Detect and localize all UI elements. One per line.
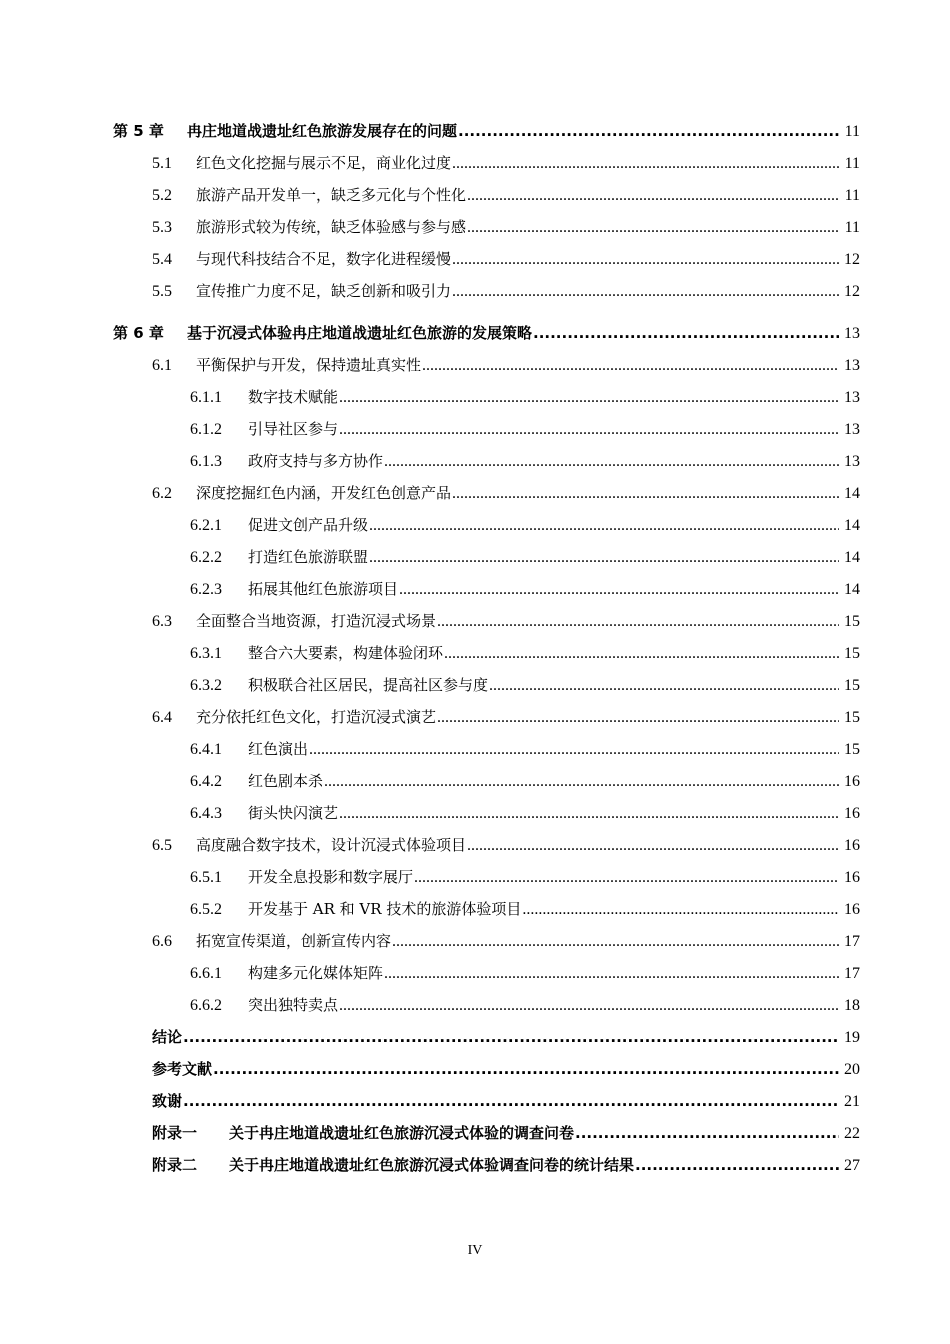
toc-entry-title: 致谢: [152, 1092, 183, 1110]
toc-entry-title: 拓展其他红色旅游项目: [248, 580, 399, 598]
toc-entry[interactable]: [152, 181, 860, 209]
dot-leader: [183, 1087, 839, 1115]
toc-entry[interactable]: [190, 863, 860, 891]
toc-entry-number: 6.2: [152, 485, 172, 502]
toc-entry-page-number: 11: [844, 219, 860, 236]
toc-entry[interactable]: [190, 543, 860, 571]
toc-entry-title: 开发全息投影和数字展厅: [248, 868, 414, 886]
toc-entry-number: 6.2.2: [190, 549, 222, 566]
toc-entry[interactable]: [113, 117, 860, 145]
toc-entry-page-number: 16: [844, 805, 860, 822]
toc-entry-page-number: 20: [844, 1061, 860, 1078]
toc-entry-page-number: 21: [844, 1093, 860, 1110]
toc-entry-title: 构建多元化媒体矩阵: [248, 964, 384, 982]
toc-entry[interactable]: [152, 1055, 860, 1083]
toc-entry-page-number: 13: [844, 357, 860, 374]
toc-entry-title: 关于冉庄地道战遗址红色旅游沉浸式体验调查问卷的统计结果: [229, 1156, 635, 1174]
toc-entry-number: 6.6: [152, 933, 172, 950]
dot-leader: [467, 214, 839, 242]
toc-entry[interactable]: [190, 511, 860, 539]
toc-entry-page-number: 13: [844, 325, 860, 342]
toc-entry-page-number: 13: [844, 453, 860, 470]
dot-leader: [437, 608, 839, 636]
toc-entry-title: 突出独特卖点: [248, 996, 339, 1014]
toc-entry[interactable]: [152, 1087, 860, 1115]
toc-entry-number: 6.4.1: [190, 741, 222, 758]
toc-entry-title: 深度挖掘红色内涵，开发红色创意产品: [196, 484, 452, 502]
dot-leader: [339, 384, 839, 412]
toc-entry-title: 拓宽宣传渠道，创新宣传内容: [196, 932, 392, 950]
toc-entry-page-number: 17: [844, 965, 860, 982]
dot-leader: [392, 928, 839, 956]
dot-leader: [309, 736, 839, 764]
toc-entry-title: 街头快闪演艺: [248, 804, 339, 822]
toc-entry-page-number: 17: [844, 933, 860, 950]
toc-entry[interactable]: [152, 149, 860, 177]
toc-entry-page-number: 15: [844, 677, 860, 694]
dot-leader: [452, 278, 839, 306]
toc-entry-page-number: 16: [844, 837, 860, 854]
toc-entry-number: 6.5.2: [190, 901, 222, 918]
toc-entry-number: 6.3.1: [190, 645, 222, 662]
toc-entry-page-number: 15: [844, 613, 860, 630]
dot-leader: [437, 704, 839, 732]
toc-entry-title: 引导社区参与: [248, 420, 339, 438]
toc-entry-title: 与现代科技结合不足，数字化进程缓慢: [196, 250, 452, 268]
toc-entry-page-number: 22: [844, 1125, 860, 1142]
toc-entry-number: 6.1.1: [190, 389, 222, 406]
toc-entry-title: 充分依托红色文化，打造沉浸式演艺: [196, 708, 437, 726]
toc-entry-page-number: 15: [844, 709, 860, 726]
toc-entry-number: 6.3: [152, 613, 172, 630]
dot-leader: [399, 576, 839, 604]
toc-entry-title: 开发基于 AR 和 VR 技术的旅游体验项目: [248, 900, 522, 918]
toc-entry[interactable]: [152, 277, 860, 305]
toc-entry-page-number: 14: [844, 517, 860, 534]
toc-entry-page-number: 11: [844, 187, 860, 204]
dot-leader: [183, 1023, 839, 1051]
toc-entry[interactable]: [152, 479, 860, 507]
dot-leader: [452, 150, 839, 178]
toc-entry[interactable]: [190, 959, 860, 987]
toc-entry[interactable]: [152, 607, 860, 635]
toc-entry[interactable]: [190, 671, 860, 699]
toc-entry-number: 附录一: [152, 1124, 198, 1142]
toc-entry-title: 冉庄地道战遗址红色旅游发展存在的问题: [187, 122, 458, 140]
toc-entry-number: 6.6.2: [190, 997, 222, 1014]
toc-entry-title: 整合六大要素，构建体验闭环: [248, 644, 444, 662]
toc-entry-page-number: 13: [844, 421, 860, 438]
toc-entry[interactable]: [152, 927, 860, 955]
toc-entry-number: 6.3.2: [190, 677, 222, 694]
toc-entry-page-number: 18: [844, 997, 860, 1014]
dot-leader: [489, 672, 839, 700]
toc-entry-number: 附录二: [152, 1156, 198, 1174]
dot-leader: [422, 352, 839, 380]
toc-entry-page-number: 15: [844, 741, 860, 758]
toc-entry-page-number: 12: [844, 283, 860, 300]
dot-leader: [575, 1119, 839, 1147]
toc-entry-number: 6.1.3: [190, 453, 222, 470]
toc-entry-page-number: 11: [844, 123, 860, 140]
toc-entry-title: 宣传推广力度不足，缺乏创新和吸引力: [196, 282, 452, 300]
dot-leader: [452, 480, 839, 508]
toc-entry-page-number: 27: [844, 1157, 860, 1174]
toc-entry-number: 6.1.2: [190, 421, 222, 438]
toc-entry-title: 平衡保护与开发，保持遗址真实性: [196, 356, 422, 374]
dot-leader: [339, 416, 839, 444]
toc-entry-number: 6.2.3: [190, 581, 222, 598]
toc-entry-number: 5.3: [152, 219, 172, 236]
toc-entry-title: 政府支持与多方协作: [248, 452, 384, 470]
toc-entry[interactable]: [190, 991, 860, 1019]
toc-entry-number: 6.4.2: [190, 773, 222, 790]
dot-leader: [384, 448, 839, 476]
toc-entry-title: 旅游形式较为传统，缺乏体验感与参与感: [196, 218, 467, 236]
toc-entry-page-number: 16: [844, 869, 860, 886]
toc-entry[interactable]: [152, 351, 860, 379]
toc-entry-number: 6.5: [152, 837, 172, 854]
toc-entry-title: 打造红色旅游联盟: [248, 548, 369, 566]
toc-entry-page-number: 12: [844, 251, 860, 268]
toc-entry-title: 数字技术赋能: [248, 388, 339, 406]
toc-entry-title: 红色演出: [248, 740, 309, 758]
toc-entry-title: 高度融合数字技术，设计沉浸式体验项目: [196, 836, 467, 854]
dot-leader: [339, 992, 839, 1020]
dot-leader: [324, 768, 839, 796]
dot-leader: [467, 832, 839, 860]
dot-leader: [339, 800, 839, 828]
toc-entry-page-number: 19: [844, 1029, 860, 1046]
toc-entry[interactable]: [190, 895, 860, 923]
toc-entry-number: 6.5.1: [190, 869, 222, 886]
toc-entry[interactable]: [152, 245, 860, 273]
toc-entry[interactable]: [190, 735, 860, 763]
toc-entry-number: 5.5: [152, 283, 172, 300]
toc-entry-page-number: 16: [844, 901, 860, 918]
toc-entry-number: 6.4.3: [190, 805, 222, 822]
toc-entry[interactable]: [190, 447, 860, 475]
toc-entry[interactable]: [152, 213, 860, 241]
toc-entry[interactable]: [190, 575, 860, 603]
dot-leader: [369, 544, 839, 572]
toc-entry-page-number: 13: [844, 389, 860, 406]
toc-entry[interactable]: [190, 767, 860, 795]
dot-leader: [414, 864, 839, 892]
toc-entry-number: 6.1: [152, 357, 172, 374]
toc-entry-page-number: 14: [844, 485, 860, 502]
dot-leader: [369, 512, 839, 540]
toc-entry[interactable]: [152, 831, 860, 859]
toc-entry-title: 红色文化挖掘与展示不足，商业化过度: [196, 154, 452, 172]
dot-leader: [384, 960, 839, 988]
toc-entry-number: 6.6.1: [190, 965, 222, 982]
toc-entry-page-number: 11: [844, 155, 860, 172]
toc-entry[interactable]: [190, 383, 860, 411]
dot-leader: [444, 640, 839, 668]
toc-entry[interactable]: [152, 1151, 860, 1179]
toc-entry[interactable]: [190, 639, 860, 667]
toc-entry-page-number: 14: [844, 549, 860, 566]
toc-entry-title: 促进文创产品升级: [248, 516, 369, 534]
toc-entry-page-number: 16: [844, 773, 860, 790]
dot-leader: [635, 1151, 839, 1179]
toc-entry-number: 第 6 章: [113, 324, 164, 342]
toc-entry[interactable]: [152, 1023, 860, 1051]
toc-entry-page-number: 14: [844, 581, 860, 598]
toc-entry[interactable]: [190, 415, 860, 443]
dot-leader: [213, 1055, 839, 1083]
toc-entry[interactable]: [152, 1119, 860, 1147]
toc-entry[interactable]: [190, 799, 860, 827]
dot-leader: [452, 246, 839, 274]
toc-entry-title: 红色剧本杀: [248, 772, 324, 790]
toc-entry-number: 6.2.1: [190, 517, 222, 534]
toc-entry-title: 全面整合当地资源，打造沉浸式场景: [196, 612, 437, 630]
toc-entry-title: 关于冉庄地道战遗址红色旅游沉浸式体验的调查问卷: [229, 1124, 575, 1142]
dot-leader: [533, 319, 839, 347]
toc-entry-page-number: 15: [844, 645, 860, 662]
toc-entry-title: 结论: [152, 1028, 183, 1046]
toc-entry-title: 参考文献: [152, 1060, 213, 1078]
toc-entry[interactable]: [152, 703, 860, 731]
toc-entry[interactable]: [113, 319, 860, 347]
toc-entry-number: 6.4: [152, 709, 172, 726]
toc-entry-title: 基于沉浸式体验冉庄地道战遗址红色旅游的发展策略: [187, 324, 533, 342]
toc-entry-title: 积极联合社区居民，提高社区参与度: [248, 676, 489, 694]
dot-leader: [522, 896, 839, 924]
toc-entry-number: 第 5 章: [113, 122, 164, 140]
toc-entry-number: 5.4: [152, 251, 172, 268]
toc-entry-number: 5.2: [152, 187, 172, 204]
toc-entry-title: 旅游产品开发单一，缺乏多元化与个性化: [196, 186, 467, 204]
dot-leader: [467, 182, 839, 210]
toc-entry-number: 5.1: [152, 155, 172, 172]
dot-leader: [458, 117, 839, 145]
page-number-footer: IV: [467, 1243, 483, 1258]
